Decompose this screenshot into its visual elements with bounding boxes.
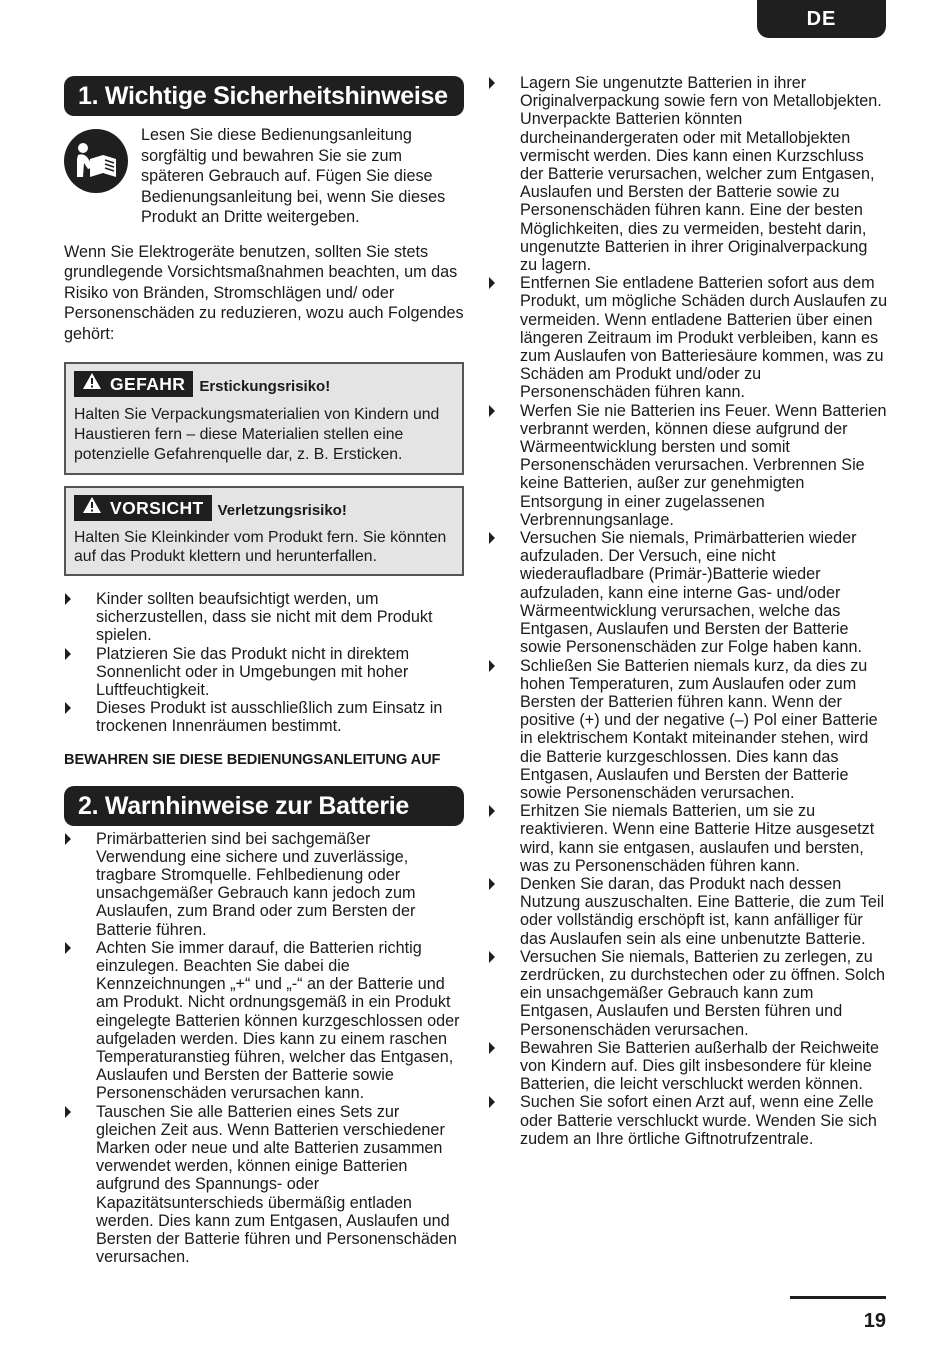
keep-manual-notice: BEWAHREN SIE DIESE BEDIENUNGSANLEITUNG AUF <box>64 751 441 768</box>
right-column <box>488 74 888 1148</box>
section-heading-battery: 2. Warnhinweise zur Batterie <box>64 786 464 826</box>
section-heading-safety: 1. Wichtige Sicherheitshinweise <box>64 76 464 116</box>
language-tab: DE <box>757 0 886 38</box>
list-item: Erhitzen Sie niemals Batterien, um sie zu reaktivieren. Wenn eine Batterie Hitze ausgesetzt wird, kann sie entgasen, auslaufen und bersten, was zu Personenschäden führen kann. <box>488 802 888 875</box>
bullet-icon <box>489 1042 495 1054</box>
list-item: Werfen Sie nie Batterien ins Feuer. Wenn Batterien verbrannt werden, können diese aufgrund der Wärmeentwicklung bersten und somit Personenschäden verursachen. Verbrennen Sie keine Batterien, außer zur genehmigten Entsorgung in einer zugelassenen Verbrennungsanlage. <box>488 402 888 529</box>
battery-bullet-list-left <box>64 830 464 1267</box>
danger-text: Halten Sie Verpackungsmaterialien von Kindern und Haustieren fern – diese Materialien stellen eine potenzielle Gefahrenquelle dar, z. B. Ersticken. <box>74 406 440 463</box>
footer-rule <box>790 1296 886 1299</box>
general-precautions-paragraph: Wenn Sie Elektrogeräte benutzen, sollten Sie stets grundlegende Vorsichtsmaßnahmen beachten, um das Risiko von Bränden, Stromschlägen und/ oder Personenschäden zu reduzieren, wozu auch Folgendes gehört: <box>64 242 464 343</box>
bullet-icon <box>489 805 495 817</box>
list-item: Primärbatterien sind bei sachgemäßer Verwendung eine sichere und zuverlässige, tragbare Stromquelle. Fehlbedienung oder unsachgemäßer Gebrauch kann jedoch zum Auslaufen, zum Brand oder zum Bersten der Batterie führen. <box>64 830 464 939</box>
bullet-icon <box>489 532 495 544</box>
caution-badge <box>74 495 212 521</box>
caution-title: Verletzungsrisiko! <box>217 502 347 519</box>
intro-block <box>64 125 464 228</box>
list-item: Dieses Produkt ist ausschließlich zum Einsatz in trockenen Innenräumen bestimmt. <box>64 699 464 735</box>
list-item: Tauschen Sie alle Batterien eines Sets zur gleichen Zeit aus. Wenn Batterien verschiedener Marken oder neue und alte Batterien zusammen verwendet werden, können einige Batterien aufgrund des Spannungs- oder Kapazitätsunterschieds übermäßig entladen werden. Dies kann zum Entgasen, Auslaufen und Bersten der Batterie führen und Personenschäden verursachen. <box>64 1103 464 1267</box>
list-item: Platzieren Sie das Produkt nicht in direktem Sonnenlicht oder in Umgebungen mit hoher Luftfeuchtigkeit. <box>64 645 464 700</box>
bullet-icon <box>489 660 495 672</box>
bullet-icon <box>489 878 495 890</box>
caution-text: Halten Sie Kleinkinder vom Produkt fern. Sie könnten auf das Produkt klettern und herunterfallen. <box>74 529 447 565</box>
bullet-icon <box>65 1106 71 1118</box>
warning-triangle-icon <box>82 371 102 397</box>
list-item: Versuchen Sie niemals, Primärbatterien wieder aufzuladen. Der Versuch, eine nicht wiederaufladbare (Primär-)Batterie wieder aufzuladen, kann eine interne Gas- und/oder Wärmeentwicklung verursachen, welche das Entgasen, Auslaufen und Bersten der Batterie sowie Personenschäden zur Folge haben kann. <box>488 529 888 656</box>
list-item: Kinder sollten beaufsichtigt werden, um sicherzustellen, dass sie nicht mit dem Produkt spielen. <box>64 590 464 645</box>
bullet-icon <box>65 833 71 845</box>
list-item: Lagern Sie ungenutzte Batterien in ihrer Originalverpackung sowie fern von Metallobjekten. Unverpackte Batterien könnten durcheinandergeraten oder mit Metallobjekten vermischt werden. Dies kann einen Kurzschluss der Batterie verursachen, welcher zum Entgasen, Auslaufen und Bersten der Batterie sowie zu Personenschäden führen kann. Eine der besten Möglichkeiten, dies zu vermeiden, besteht darin, ungenutzte Batterien in ihrer Originalverpackung zu lagern. <box>488 74 888 274</box>
danger-badge <box>74 371 193 397</box>
bullet-icon <box>489 77 495 89</box>
danger-title: Erstickungsrisiko! <box>199 378 331 395</box>
caution-badge-label: VORSICHT <box>110 498 204 518</box>
bullet-icon <box>489 951 495 963</box>
bullet-icon <box>489 405 495 417</box>
list-item: Suchen Sie sofort einen Arzt auf, wenn eine Zelle oder Batterie verschluckt wurde. Wenden Sie sich zudem an Ihre örtliche Giftnotrufzentrale. <box>488 1093 888 1148</box>
bullet-icon <box>65 593 71 605</box>
bullet-icon <box>65 942 71 954</box>
list-item: Schließen Sie Batterien niemals kurz, da dies zu hohen Temperaturen, zum Auslaufen oder zum Bersten der Batterien führen kann. Wenn der positive (+) und der negative (–) Pol einer Batterie in elektrischem Kontakt miteinander stehen, wird die Batterie kurzgeschlossen. Dies kann das Entgasen, Auslaufen und Bersten der Batterie sowie Personenschäden verursachen. <box>488 657 888 803</box>
caution-box <box>64 486 464 576</box>
list-item: Bewahren Sie Batterien außerhalb der Reichweite von Kindern auf. Dies gilt insbesondere für kleine Batterien, die leicht verschluckt werden können. <box>488 1039 888 1094</box>
intro-text: Lesen Sie diese Bedienungsanleitung sorgfältig und bewahren Sie sie zum späteren Gebrauch auf. Fügen Sie diese Bedienungsanleitung bei, wenn Sie dieses Produkt an Dritte weitergeben. <box>141 126 446 226</box>
warning-triangle-icon <box>82 495 102 521</box>
read-manual-icon <box>64 129 128 193</box>
list-item: Entfernen Sie entladene Batterien sofort aus dem Produkt, um mögliche Schäden durch Auslaufen zu vermeiden. Wenn entladene Batterien über einen längeren Zeitraum im Produkt verbleiben, kann es zum Auslaufen von Batteriesäure kommen, was zu Schäden am Produkt und/oder zu Personenschäden führen kann. <box>488 274 888 401</box>
bullet-icon <box>489 1096 495 1108</box>
page-number: 19 <box>863 1310 886 1332</box>
safety-bullet-list <box>64 590 464 736</box>
list-item: Versuchen Sie niemals, Batterien zu zerlegen, zu zerdrücken, zu durchstechen oder zu öffnen. Solch ein unsachgemäßer Gebrauch kann zum Entgasen, Auslaufen und Bersten führen und Personenschäden verursachen. <box>488 948 888 1039</box>
list-item: Denken Sie daran, das Produkt nach dessen Nutzung auszuschalten. Eine Batterie, die zum Teil oder vollständig erschöpft ist, kann anfälliger für das Auslaufen sein als eine unbenutzte Batterie. <box>488 875 888 948</box>
danger-badge-label: GEFAHR <box>110 374 186 394</box>
bullet-icon <box>489 277 495 289</box>
list-item: Achten Sie immer darauf, die Batterien richtig einzulegen. Beachten Sie dabei die Kennzeichnungen „+“ und „-“ an der Batterie und am Produkt. Nicht ordnungsgemäß in ein Produkt eingelegte Batterien können kurzgeschlossen oder aufgeladen werden. Dies kann zu einem raschen Temperaturanstieg führen, welcher das Entgasen, Auslaufen und Bersten der Batterie sowie Personenschäden verursachen kann. <box>64 939 464 1103</box>
left-column <box>64 76 464 1267</box>
battery-bullet-list-right <box>488 74 888 1148</box>
bullet-icon <box>65 648 71 660</box>
bullet-icon <box>65 702 71 714</box>
danger-box <box>64 362 464 475</box>
